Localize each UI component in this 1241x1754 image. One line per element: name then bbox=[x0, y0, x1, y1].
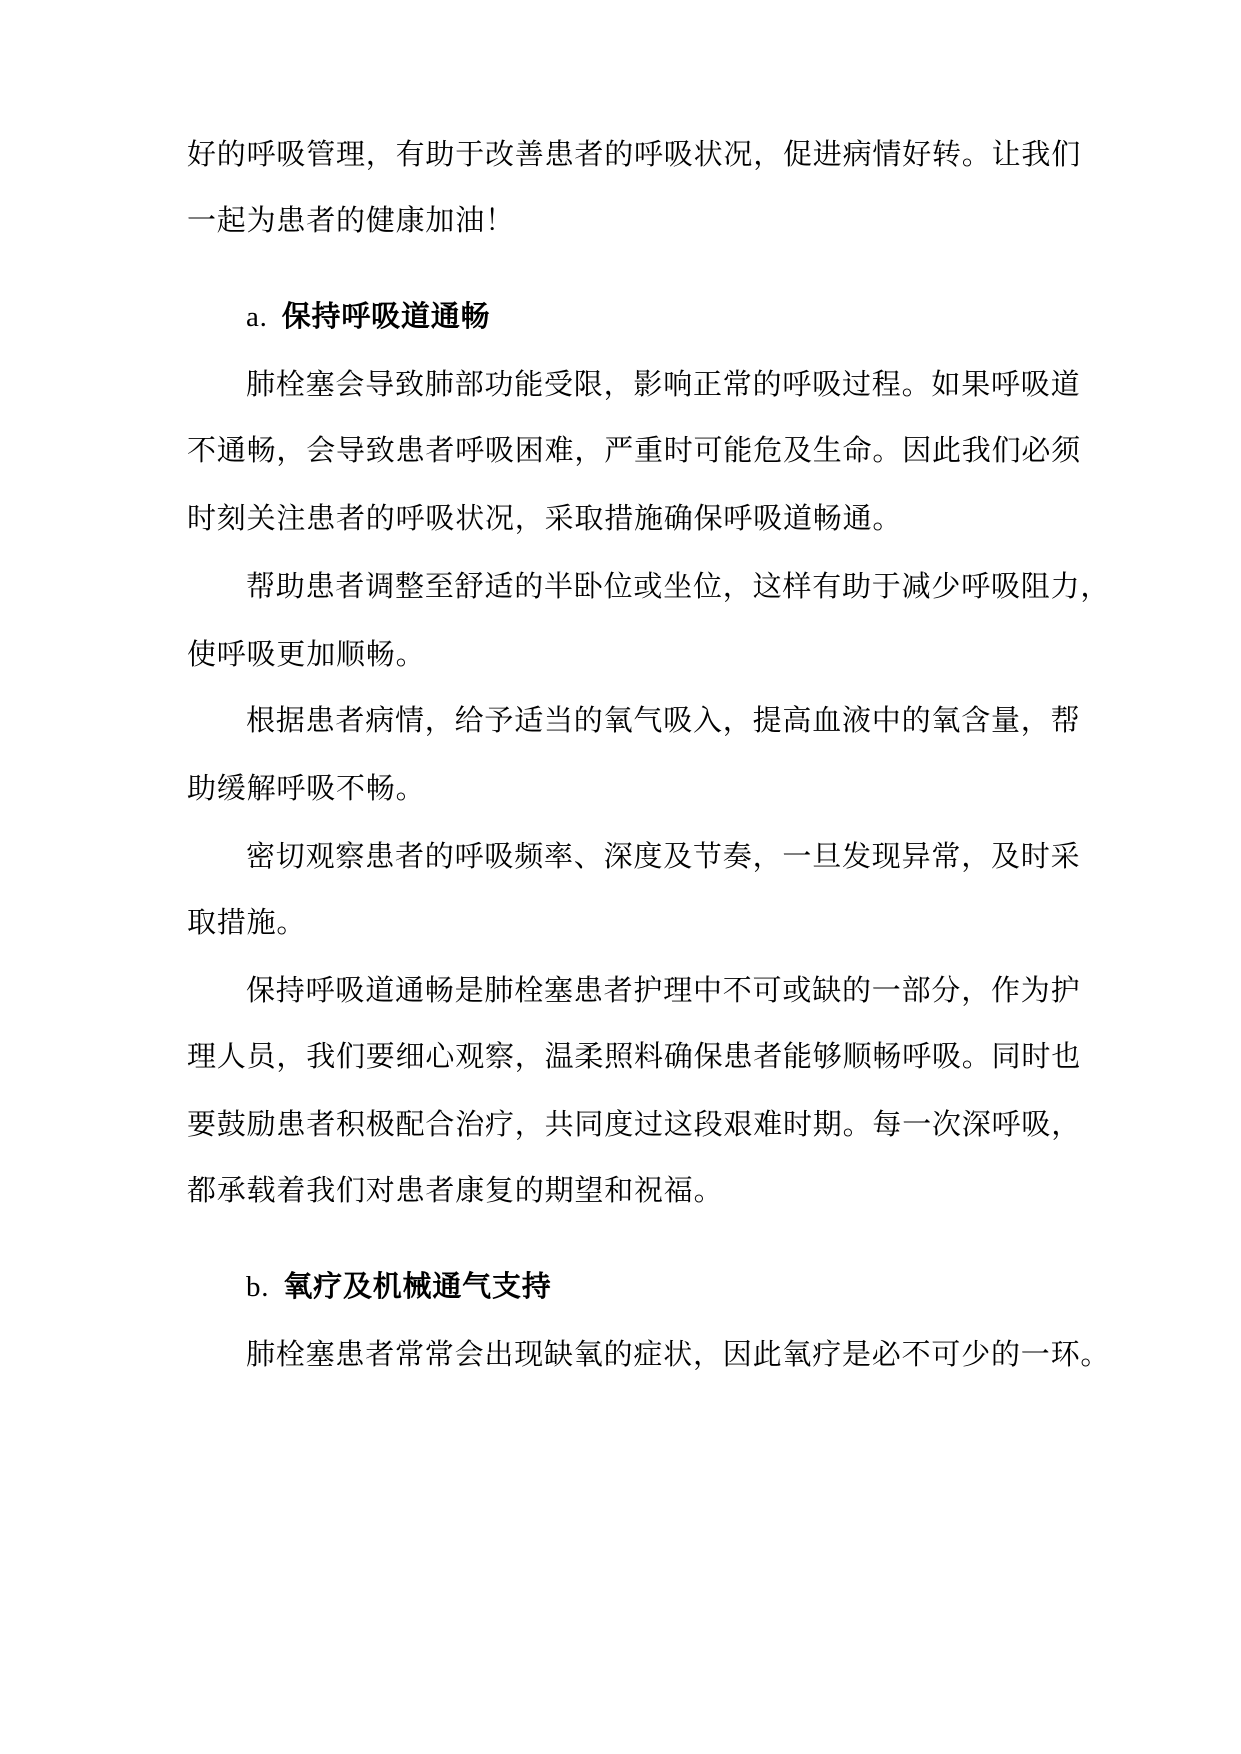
section-a-p3-line-2: 助缓解呼吸不畅。 bbox=[187, 771, 426, 805]
intro-line-2: 一起为患者的健康加油！ bbox=[187, 203, 515, 237]
section-a-p1-line-3: 时刻关注患者的呼吸状况，采取措施确保呼吸道畅通。 bbox=[187, 501, 903, 535]
section-a-p5-line-4: 都承载着我们对患者康复的期望和祝福。 bbox=[187, 1173, 724, 1207]
section-b-heading bbox=[246, 1266, 552, 1307]
section-a-p2-line-1: 帮助患者调整至舒适的半卧位或坐位，这样有助于减少呼吸阻力， bbox=[246, 569, 1111, 603]
section-a-p4-line-1: 密切观察患者的呼吸频率、深度及节奏，一旦发现异常，及时采 bbox=[246, 839, 1081, 873]
section-b-marker: b. bbox=[246, 1271, 270, 1303]
section-a-p4-line-2: 取措施。 bbox=[187, 905, 307, 939]
section-a-p5-line-2: 理人员，我们要细心观察，温柔照料确保患者能够顺畅呼吸。同时也 bbox=[187, 1039, 1082, 1073]
section-a-heading bbox=[246, 296, 490, 337]
section-a-p5-line-1: 保持呼吸道通畅是肺栓塞患者护理中不可或缺的一部分，作为护 bbox=[246, 973, 1081, 1007]
section-a-p3-line-1: 根据患者病情，给予适当的氧气吸入，提高血液中的氧含量，帮 bbox=[246, 703, 1081, 737]
section-a-p5-line-3: 要鼓励患者积极配合治疗，共同度过这段艰难时期。每一次深呼吸， bbox=[187, 1107, 1082, 1141]
intro-line-1: 好的呼吸管理，有助于改善患者的呼吸状况，促进病情好转。让我们 bbox=[187, 137, 1082, 171]
section-a-marker: a. bbox=[246, 301, 268, 333]
section-b-p1-line-1: 肺栓塞患者常常会出现缺氧的症状，因此氧疗是必不可少的一环。 bbox=[246, 1337, 1111, 1371]
section-b-title: 氧疗及机械通气支持 bbox=[283, 1269, 552, 1303]
section-a-p1-line-2: 不通畅，会导致患者呼吸困难，严重时可能危及生命。因此我们必须 bbox=[187, 433, 1082, 467]
section-a-p2-line-2: 使呼吸更加顺畅。 bbox=[187, 637, 426, 671]
section-a-title: 保持呼吸道通畅 bbox=[281, 299, 491, 333]
section-a-p1-line-1: 肺栓塞会导致肺部功能受限，影响正常的呼吸过程。如果呼吸道 bbox=[246, 367, 1081, 401]
